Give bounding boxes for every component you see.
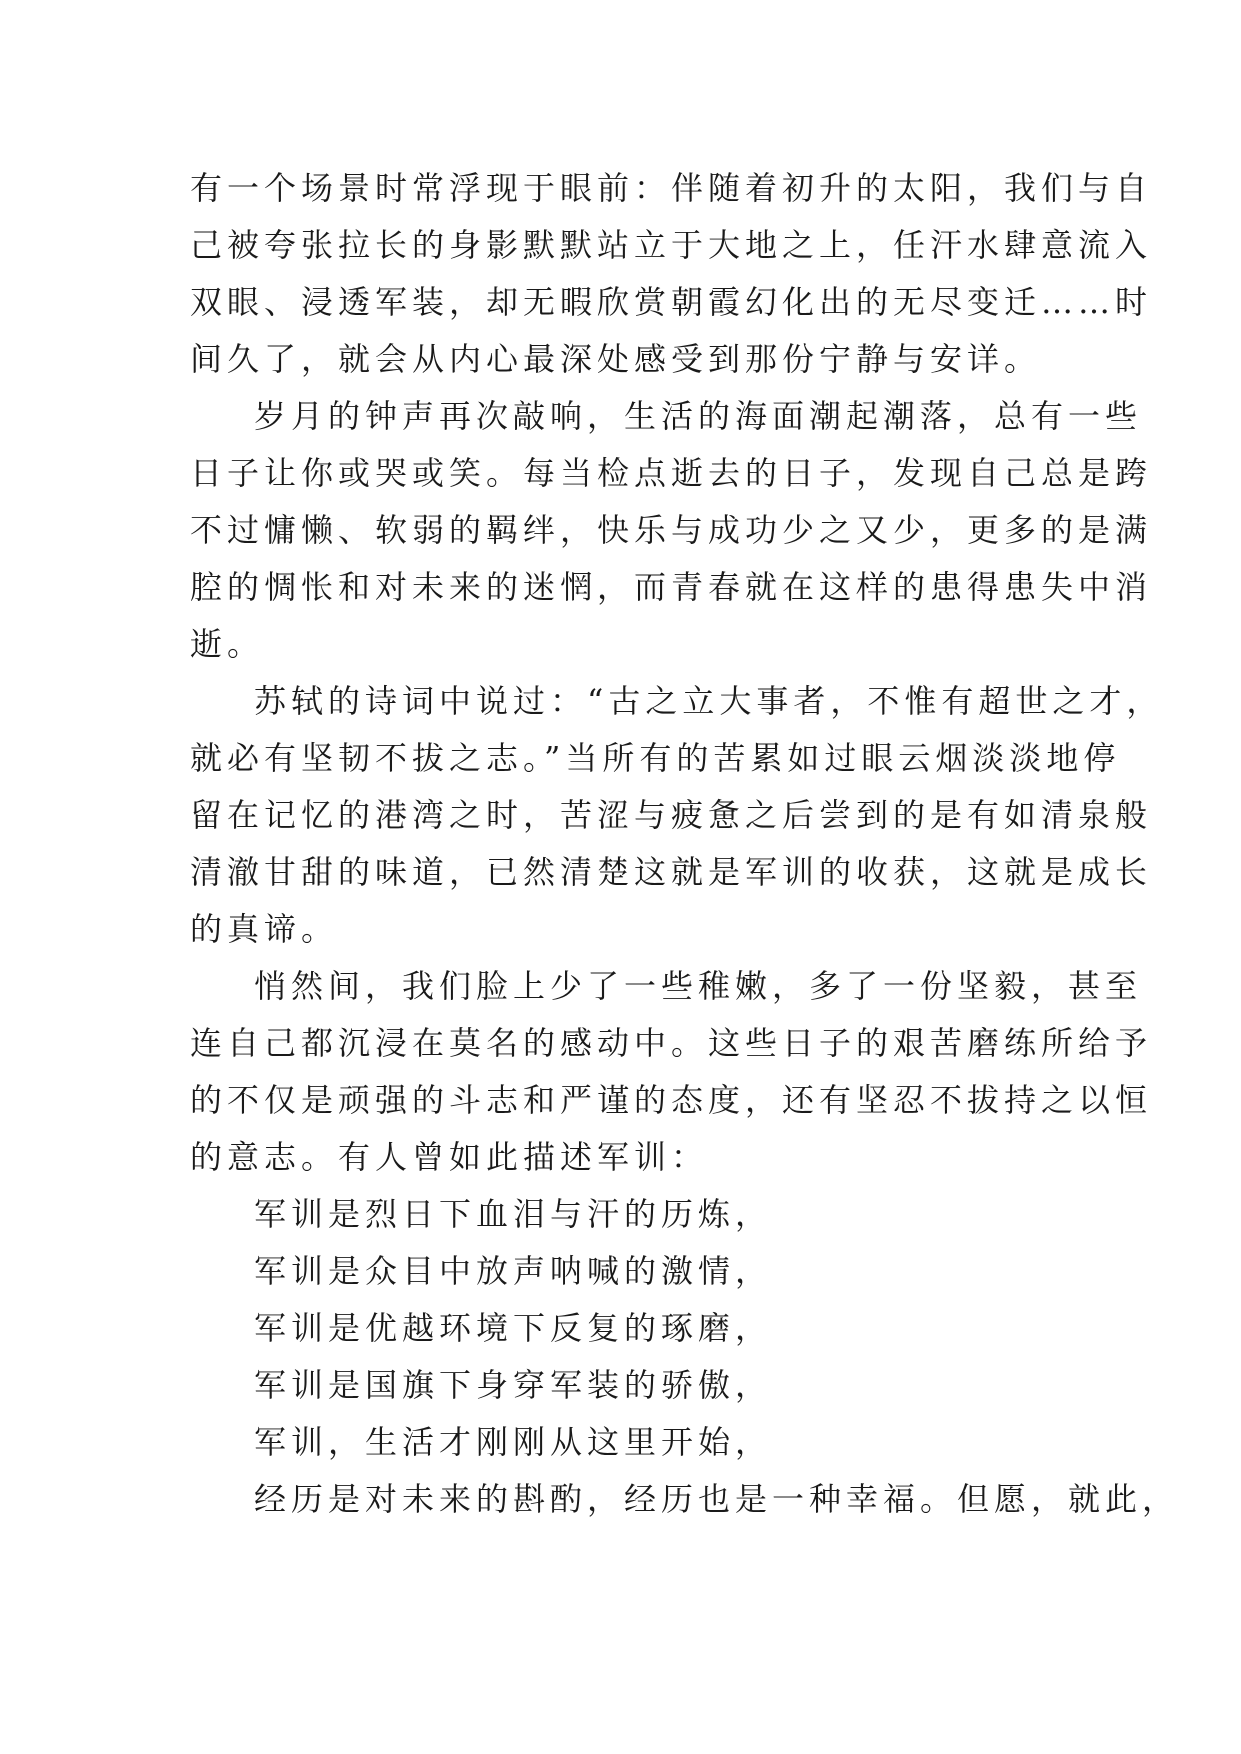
text-line: 就必有坚韧不拔之志。”当所有的苦累如过眼云烟淡淡地停 (190, 739, 1121, 777)
body-text (190, 160, 1180, 1528)
text-line: 岁月的钟声再次敲响，生活的海面潮起潮落，总有一些 (254, 397, 1143, 435)
text-line: 腔的惆怅和对未来的迷惘，而青春就在这样的患得患失中消 (190, 568, 1153, 606)
text-line: 军训是烈日下血泪与汗的历炼， (254, 1195, 773, 1233)
text-line: 双眼、浸透军装，却无暇欣赏朝霞幻化出的无尽变迁……时 (190, 283, 1153, 321)
text-line: 间久了，就会从内心最深处感受到那份宁静与安详。 (190, 340, 1042, 378)
text-line: 的不仅是顽强的斗志和严谨的态度，还有坚忍不拔持之以恒 (190, 1081, 1153, 1119)
text-line: 军训是国旗下身穿军装的骄傲， (254, 1366, 773, 1404)
text-line: 军训是优越环境下反复的琢磨， (254, 1309, 773, 1347)
text-line: 日子让你或哭或笑。每当检点逝去的日子，发现自己总是跨 (190, 454, 1153, 492)
text-line: 清澈甘甜的味道，已然清楚这就是军训的收获，这就是成长 (190, 853, 1153, 891)
text-line: 悄然间，我们脸上少了一些稚嫩，多了一份坚毅，甚至 (254, 967, 1143, 1005)
text-line: 苏轼的诗词中说过：“古之立大事者，不惟有超世之才， (254, 682, 1164, 720)
text-line: 军训，生活才刚刚从这里开始， (254, 1423, 773, 1461)
text-line: 己被夸张拉长的身影默默站立于大地之上，任汗水肆意流入 (190, 226, 1153, 264)
text-line: 留在记忆的港湾之时，苦涩与疲惫之后尝到的是有如清泉般 (190, 796, 1153, 834)
text-line: 军训是众目中放声呐喊的激情， (254, 1252, 773, 1290)
text-line: 的意志。有人曾如此描述军训： (190, 1138, 709, 1176)
text-line: 连自己都沉浸在莫名的感动中。这些日子的艰苦磨练所给予 (190, 1024, 1153, 1062)
text-line: 有一个场景时常浮现于眼前：伴随着初升的太阳，我们与自 (190, 169, 1153, 207)
text-line: 不过慵懒、软弱的羁绊，快乐与成功少之又少，更多的是满 (190, 511, 1153, 549)
text-line: 经历是对未来的斟酌，经历也是一种幸福。但愿，就此， (254, 1480, 1180, 1518)
text-line: 的真谛。 (190, 910, 339, 948)
text-line: 逝。 (190, 625, 265, 663)
